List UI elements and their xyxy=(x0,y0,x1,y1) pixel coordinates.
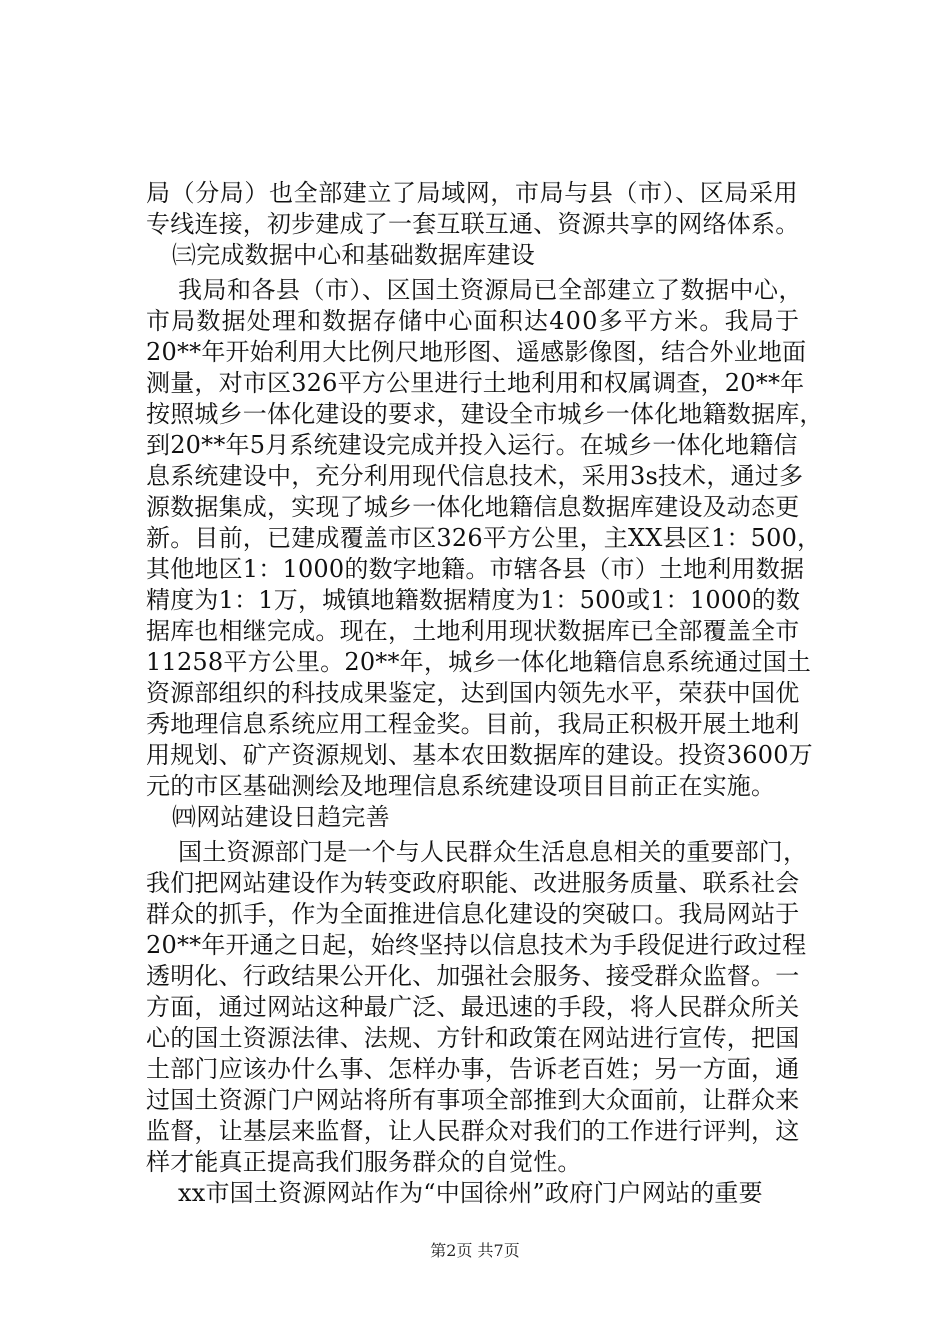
text-line: 资源部组织的科技成果鉴定，达到国内领先水平，荣获中国优 xyxy=(146,679,800,707)
text-line: 监督，让基层来监督，让人民群众对我们的工作进行评判，这 xyxy=(146,1117,800,1145)
text-line: 局（分局）也全部建立了局域网，市局与县（市）、区局采用 xyxy=(146,179,799,207)
text-line: xx市国土资源网站作为“中国徐州”政府门户网站的重要 xyxy=(178,1179,763,1207)
text-line: 我局和各县（市）、区国土资源局已全部建立了数据中心， xyxy=(178,276,803,304)
document-body xyxy=(146,178,836,1209)
text-line: 用规划、矿产资源规划、基本农田数据库的建设。投资3600万 xyxy=(146,741,813,769)
text-line: 源数据集成，实现了城乡一体化地籍信息数据库建设及动态更 xyxy=(146,493,800,521)
section-heading: ㈢完成数据中心和基础数据库建设 xyxy=(172,241,535,269)
page-number: 第2页 共7页 xyxy=(430,1241,520,1260)
text-line: 群众的抓手，作为全面推进信息化建设的突破口。我局网站于 xyxy=(146,900,800,928)
text-line: 过国土资源门户网站将所有事项全部推到大众面前，让群众来 xyxy=(146,1086,800,1114)
text-line: 息系统建设中，充分利用现代信息技术，采用3s技术，通过多 xyxy=(146,462,804,490)
text-line: 精度为1：1万，城镇地籍数据精度为1：500或1：1000的数 xyxy=(146,586,801,614)
text-line: 透明化、行政结果公开化、加强社会服务、接受群众监督。一 xyxy=(146,962,800,990)
text-line: 据库也相继完成。现在，土地利用现状数据库已全部覆盖全市 xyxy=(146,617,800,645)
text-line: 到20**年5月系统建设完成并投入运行。在城乡一体化地籍信 xyxy=(146,431,798,459)
text-line: 11258平方公里。20**年，城乡一体化地籍信息系统通过国土 xyxy=(146,648,812,676)
section-heading: ㈣网站建设日趋完善 xyxy=(172,803,390,831)
text-line: 我们把网站建设作为转变政府职能、改进服务质量、联系社会 xyxy=(146,869,800,897)
text-line: 元的市区基础测绘及地理信息系统建设项目目前正在实施。 xyxy=(146,772,776,800)
text-line: 20**年开始利用大比例尺地形图、遥感影像图，结合外业地面 xyxy=(146,338,807,366)
text-line: 专线连接，初步建成了一套互联互通、资源共享的网络体系。 xyxy=(146,210,800,238)
text-line: 秀地理信息系统应用工程金奖。目前，我局正积极开展土地利 xyxy=(146,710,800,738)
text-line: 土部门应该办什么事、怎样办事，告诉老百姓；另一方面，通 xyxy=(146,1055,800,1083)
text-line: 其他地区1：1000的数字地籍。市辖各县（市）土地利用数据 xyxy=(146,555,805,583)
text-line: 方面，通过网站这种最广泛、最迅速的手段，将人民群众所关 xyxy=(146,993,800,1021)
text-line: 测量，对市区326平方公里进行土地利用和权属调查，20**年 xyxy=(146,369,805,397)
text-line: 20**年开通之日起，始终坚持以信息技术为手段促进行政过程 xyxy=(146,931,807,959)
text-line: 按照城乡一体化建设的要求，建设全市城乡一体化地籍数据库， xyxy=(146,400,824,428)
text-line: 新。目前，已建成覆盖市区326平方公里，主XX县区1：500， xyxy=(146,524,822,552)
text-line: 国土资源部门是一个与人民群众生活息息相关的重要部门， xyxy=(178,838,808,866)
text-line: 市局数据处理和数据存储中心面积达400多平方米。我局于 xyxy=(146,307,801,335)
text-line: 样才能真正提高我们服务群众的自觉性。 xyxy=(146,1148,582,1176)
text-line: 心的国土资源法律、法规、方针和政策在网站进行宣传，把国 xyxy=(146,1024,800,1052)
